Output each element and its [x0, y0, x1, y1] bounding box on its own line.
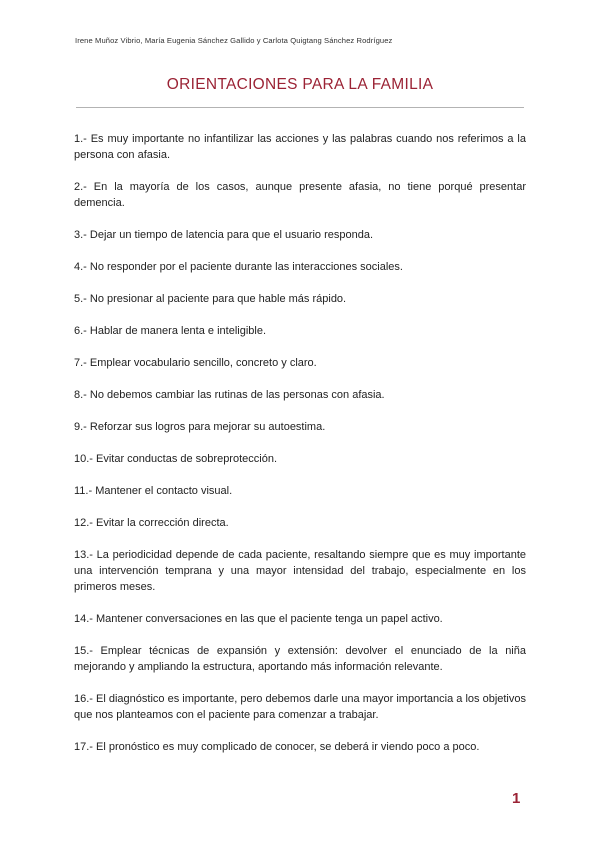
list-item: 6.- Hablar de manera lenta e inteligible.	[74, 325, 267, 337]
list-item: 11.- Mantener el contacto visual.	[74, 485, 233, 497]
list-item: 3.- Dejar un tiempo de latencia para que el usuario responda.	[74, 229, 374, 241]
title-divider	[76, 107, 524, 108]
list-item: 16.- El diagnóstico es importante, pero debemos darle una mayor importancia a los objetivos que nos planteamos con el paciente para comenzar a trabajar.	[74, 693, 526, 721]
list-item: 7.- Emplear vocabulario sencillo, concreto y claro.	[74, 357, 317, 369]
list-item: 12.- Evitar la corrección directa.	[74, 517, 229, 529]
list-item: 10.- Evitar conductas de sobreprotección.	[74, 453, 278, 465]
recommendations-list	[74, 131, 526, 755]
list-item: 1.- Es muy importante no infantilizar las acciones y las palabras cuando nos referimos a la persona con afasia.	[74, 133, 526, 161]
list-item: 9.- Reforzar sus logros para mejorar su autoestima.	[74, 421, 326, 433]
list-item: 15.- Emplear técnicas de expansión y extensión: devolver el enunciado de la niña mejorando y ampliando la estructura, aportando más información relevante.	[74, 645, 526, 673]
list-item: 2.- En la mayoría de los casos, aunque presente afasia, no tiene porqué presentar demencia.	[74, 181, 526, 209]
page-number: 1	[512, 790, 521, 807]
list-item: 8.- No debemos cambiar las rutinas de las personas con afasia.	[74, 389, 385, 401]
header-authors: Irene Muñoz Vibrio, María Eugenia Sánchez Gallido y Carlota Quigtang Sánchez Rodríguez	[75, 36, 393, 45]
list-item: 4.- No responder por el paciente durante las interacciones sociales.	[74, 261, 403, 273]
list-item: 5.- No presionar al paciente para que hable más rápido.	[74, 293, 347, 305]
list-item: 13.- La periodicidad depende de cada paciente, resaltando siempre que es muy importante una intervención temprana y una mayor intensidad del trabajo, especialmente en los primeros meses.	[74, 549, 526, 593]
list-item: 14.- Mantener conversaciones en las que el paciente tenga un papel activo.	[74, 613, 443, 625]
list-item: 17.- El pronóstico es muy complicado de conocer, se deberá ir viendo poco a poco.	[74, 741, 480, 753]
page-title: ORIENTACIONES PARA LA FAMILIA	[166, 76, 434, 93]
